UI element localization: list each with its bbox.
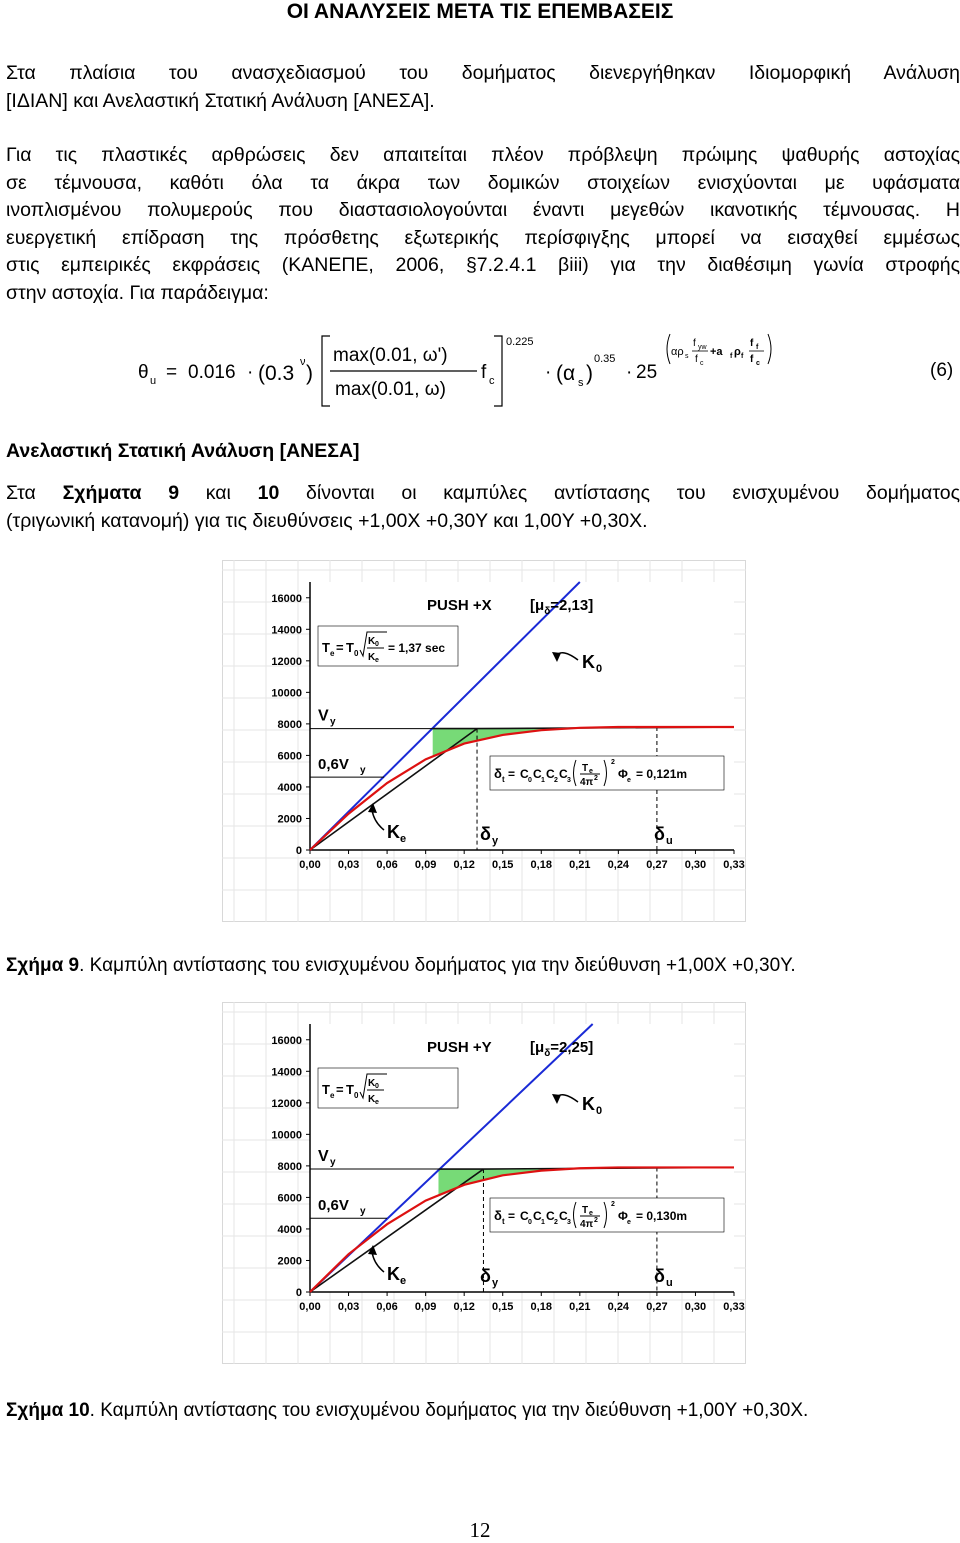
chart0-dt-eq: = <box>508 767 516 781</box>
chart0-dt-phi: Φ <box>618 767 628 781</box>
chart0-mu-label: $[\mu_\delta=2,13]$ <box>530 597 594 617</box>
chart1-y-tick-label: 10000 <box>271 1129 302 1142</box>
chart0-dt-4pi: 4π <box>580 777 594 788</box>
chart0-y-tick-label: 4000 <box>277 781 302 794</box>
chart1-x-tick-label: 0,27 <box>646 1301 668 1313</box>
eq-exp-fc: f <box>695 354 698 365</box>
eq-as-sub: s <box>578 377 584 389</box>
eq-dot-3: · <box>626 362 633 383</box>
figure-9-pushover-curve <box>222 560 746 922</box>
chart1-dt-C0: C <box>520 1209 529 1223</box>
chart0-te-Ke-sub: e <box>375 657 379 664</box>
figures-paragraph <box>6 480 960 535</box>
chart1-dt-C3: C <box>559 1209 568 1223</box>
chart0-y-tick-label: 12000 <box>271 655 302 668</box>
section-heading: Ανελαστική Στατική Ανάλυση [ΑΝΕΣΑ] <box>6 440 360 462</box>
eq-as-close: ) <box>586 362 593 385</box>
eq-exp-a-sub: s <box>685 353 689 360</box>
chart0-te-T0-sub: 0 <box>354 649 359 658</box>
eq-number: (6) <box>930 360 954 381</box>
eq-numerator: max(0.01, ω') <box>333 345 448 366</box>
figure-9-caption-text: . Καμπύλη αντίστασης του ενισχυμένου δομήματος για την διεύθυνση +1,00Χ +0,30Υ. <box>79 955 796 976</box>
page-title: ΟΙ ΑΝΑΛΥΣΕΙΣ ΜΕΤΑ ΤΙΣ ΕΠΕΜΒΑΣΕΙΣ <box>286 0 674 23</box>
eq-as-open: (α <box>556 362 576 385</box>
chart1-y-tick-label: 6000 <box>277 1192 302 1205</box>
chart0-x-tick-label: 0,03 <box>337 859 360 871</box>
eq-base-close: ) <box>306 362 313 385</box>
para3-prefix: Στα <box>6 482 63 504</box>
eq-fc-sub: c <box>489 375 495 387</box>
chart0-te-T: T <box>322 640 330 655</box>
chart0-vy06-label: 0,6V <box>318 756 349 774</box>
chart0-y-tick-label: 6000 <box>277 750 302 763</box>
chart1-du-label: δ <box>654 1266 665 1286</box>
chart1-vy06-label: 0,6V <box>318 1197 349 1215</box>
chart0-x-tick-label: 0,33 <box>723 859 745 871</box>
eq-exp-v: ν <box>300 356 306 368</box>
chart0-du-sub: u <box>666 835 673 847</box>
chart1-dt-delta: δ <box>494 1208 502 1223</box>
chart1-y-tick-label: 12000 <box>271 1097 302 1110</box>
chart1-dt-Te-sub: e <box>589 1210 593 1217</box>
para3-rest: δίνονται οι καμπύλες αντίστασης του ενισχυμένου δομήματος <box>279 482 960 504</box>
chart0-dy-label: δ <box>480 824 491 844</box>
chart0-te-K0: K <box>368 636 376 647</box>
eq-dot-2: · <box>545 362 552 383</box>
chart1-te-T: T <box>322 1082 330 1097</box>
chart0-ke-label: K <box>387 822 400 842</box>
chart1-te-T0-sub: 0 <box>354 1091 359 1100</box>
chart0-x-tick-label: 0,12 <box>453 859 475 871</box>
chart0-y-tick-label: 16000 <box>271 592 302 605</box>
chart1-y-tick-label: 4000 <box>277 1223 302 1236</box>
chart1-vy06-sub: y <box>360 1206 366 1218</box>
chart1-x-tick-label: 0,21 <box>569 1301 591 1313</box>
equation-6 <box>0 322 960 414</box>
eq-exp-ff: f <box>750 338 754 349</box>
para3-line-1 <box>6 480 960 508</box>
para3-and: και <box>179 482 258 504</box>
para2-line-3: ινοπλισμένου πολυμερούς που διαστασιολογούνται έναντι μεγεθών ικανοτικής τέμνουσας. Η <box>6 199 960 221</box>
chart0-vy06-sub: y <box>360 765 366 777</box>
para2-line-6: στην αστοχία. Για παράδειγμα: <box>6 281 269 304</box>
chart1-x-tick-label: 0,15 <box>492 1301 514 1313</box>
chart0-y-tick-label: 2000 <box>277 813 302 826</box>
eq-exp-paren-left <box>667 334 670 364</box>
figure-9-caption-label: Σχήμα 9 <box>6 955 80 976</box>
eq-exp-a: αρ <box>671 346 684 358</box>
chart0-te-Ke: K <box>368 652 376 663</box>
eq-theta: θ <box>138 362 149 383</box>
eq-exp-fyw-sub: yw <box>698 344 707 351</box>
chart0-dt-C2: C <box>546 767 555 781</box>
chart1-y-tick-label: 16000 <box>271 1034 302 1047</box>
chart1-dt-eq: = <box>508 1209 516 1223</box>
para2-line-4: ευεργετική επίδραση της πρόσθετης εξωτερικής περίσφιγξης μπορεί να εισαχθεί εμμέσως <box>6 226 960 249</box>
eq-denominator: max(0.01, ω) <box>335 379 446 400</box>
chart0-du-label: δ <box>654 824 665 844</box>
chart1-dt-t: t <box>502 1217 505 1226</box>
chart0-x-tick-label: 0,24 <box>607 859 630 871</box>
eq-exp-paren-right <box>768 334 771 364</box>
chart0-dt-Te-sub: e <box>589 768 593 775</box>
chart1-x-tick-label: 0,03 <box>337 1301 360 1313</box>
figure-10-caption-text: . Καμπύλη αντίστασης του ενισχυμένου δομήματος για την διεύθυνση +1,00Υ +0,30Χ. <box>89 1400 809 1421</box>
eq-bracket-left <box>322 336 330 406</box>
eq-bracket-right <box>494 336 502 406</box>
chart1-x-tick-label: 0,12 <box>453 1301 475 1313</box>
eq-exp-plus: +a <box>710 346 723 358</box>
figure-9-caption <box>6 955 796 977</box>
chart0-vy-sub: y <box>330 716 336 728</box>
chart1-vy-sub: y <box>330 1157 336 1169</box>
chart1-te-K0-sub: 0 <box>375 1083 379 1090</box>
chart0-y-tick-label: 14000 <box>271 624 302 637</box>
eq-exp-fc-sub: c <box>700 360 704 367</box>
chart1-x-tick-label: 0,06 <box>376 1301 398 1313</box>
para2-line-2: σε τέμνουσα, καθότι όλα τα άκρα των δομικών στοιχείων ενισχύονται με υφάσματα <box>6 171 960 194</box>
figure-10-caption-label: Σχήμα 10 <box>6 1400 90 1421</box>
chart0-ke-sub: e <box>400 833 407 845</box>
chart1-ke-label: K <box>387 1264 400 1284</box>
eq-theta-sub: u <box>150 375 157 387</box>
chart0-te-K0-sub: 0 <box>375 641 379 648</box>
chart1-dt-C1-sub: 1 <box>541 1219 545 1226</box>
eq-dot-1: · <box>247 362 254 383</box>
chart0-dy-sub: y <box>492 835 499 847</box>
chart0-x-tick-label: 0,00 <box>299 859 321 871</box>
chart0-x-tick-label: 0,15 <box>492 859 514 871</box>
chart1-dt-4pi-sq: 2 <box>594 1217 598 1224</box>
chart0-dt-4pi-sq: 2 <box>594 775 598 782</box>
chart1-dt-sq: 2 <box>611 1201 615 1208</box>
chart1-te-Ke-sub: e <box>375 1099 379 1106</box>
intro-line-1: Στα πλαίσια του ανασχεδιασμού του δομήματος διενεργήθηκαν Ιδιομορφική Ανάλυση <box>6 62 960 84</box>
chart0-x-tick-label: 0,06 <box>376 859 398 871</box>
chart1-dt-phi-sub: e <box>627 1219 631 1226</box>
intro-paragraph <box>6 60 960 115</box>
eq-fc: f <box>481 362 487 383</box>
chart0-te-T0: T <box>346 640 354 655</box>
chart1-x-tick-label: 0,24 <box>607 1301 630 1313</box>
chart1-te-T0: T <box>346 1082 354 1097</box>
chart1-x-tick-label: 0,18 <box>530 1301 552 1313</box>
chart0-dt-C1-sub: 1 <box>541 777 545 784</box>
para3-ref-fig10: 10 <box>257 482 280 504</box>
chart0-x-tick-label: 0,09 <box>414 859 437 871</box>
chart0-y-tick-label: 0 <box>295 845 302 857</box>
chart1-x-tick-label: 0,33 <box>723 1301 745 1313</box>
chart0-dt-C1: C <box>533 767 542 781</box>
chart0-y-tick-label: 10000 <box>271 687 302 700</box>
eq-exp-fc2: f <box>750 354 754 365</box>
figure-10-caption <box>6 1400 808 1422</box>
chart1-dt-Te: T <box>582 1205 589 1216</box>
eq-twentyfive: 25 <box>636 362 658 383</box>
chart0-dt-C0-sub: 0 <box>528 777 532 784</box>
chart0-dt-C3-sub: 3 <box>567 777 571 784</box>
figure-10-pushover-curve <box>222 1002 746 1364</box>
chart0-x-tick-label: 0,30 <box>684 859 707 871</box>
chart0-x-tick-label: 0,18 <box>530 859 552 871</box>
chart1-dt-C3-sub: 3 <box>567 1219 571 1226</box>
chart1-du-sub: u <box>666 1277 673 1289</box>
eq-exp-fc2-sub: c <box>756 360 760 367</box>
chart1-y-tick-label: 0 <box>295 1287 302 1299</box>
chart1-ke-sub: e <box>400 1275 407 1287</box>
chart0-dt-sq: 2 <box>611 759 615 766</box>
chart0-dt-C3: C <box>559 767 568 781</box>
eq-exp-f-sub: f <box>730 353 733 360</box>
chart1-dt-C2: C <box>546 1209 555 1223</box>
chart1-y-tick-label: 8000 <box>277 1160 302 1173</box>
chart0-chart-title: PUSH +X <box>427 597 492 614</box>
chart0-dt-phi-sub: e <box>627 777 631 784</box>
eq-base: (0.3 <box>258 362 295 385</box>
chart0-vy-label: V <box>318 707 329 725</box>
eq-exp-rho-sub: f <box>741 353 744 360</box>
chart1-k0-sub: 0 <box>596 1105 603 1117</box>
chart0-te-value: = 1,37 sec <box>388 641 446 655</box>
chart1-chart-title: PUSH +Y <box>427 1039 492 1056</box>
chart0-te-eq: = <box>336 640 344 655</box>
chart1-x-tick-label: 0,30 <box>684 1301 707 1313</box>
chart1-x-tick-label: 0,09 <box>414 1301 437 1313</box>
chart0-y-tick-label: 8000 <box>277 718 302 731</box>
plastic-hinges-paragraph <box>6 142 960 307</box>
chart1-dt-4pi: 4π <box>580 1219 594 1230</box>
chart1-dy-sub: y <box>492 1277 499 1289</box>
chart0-k0-sub: 0 <box>596 663 603 675</box>
eq-exp-ff-sub: f <box>756 344 759 351</box>
para3-ref-fig9: Σχήματα 9 <box>62 482 180 504</box>
chart0-x-tick-label: 0,27 <box>646 859 668 871</box>
chart1-dt-value: = 0,130m <box>636 1209 688 1223</box>
chart0-dt-t: t <box>502 775 505 784</box>
para3-line-2: (τριγωνική κατανομή) για τις διευθύνσεις +1,00Χ +0,30Υ και 1,00Υ +0,30Χ. <box>6 509 648 532</box>
chart1-te-eq: = <box>336 1082 344 1097</box>
eq-exp-rho: ρ <box>734 346 741 358</box>
chart0-k0-label: K <box>582 652 595 672</box>
chart1-x-tick-label: 0,00 <box>299 1301 321 1313</box>
page-number: 12 <box>469 1518 491 1542</box>
intro-line-2: [ΙΔΙΑΝ] και Ανελαστική Στατική Ανάλυση [ΑΝΕΣΑ]. <box>6 89 435 112</box>
chart0-dt-Te: T <box>582 763 589 774</box>
chart1-vy-label: V <box>318 1148 329 1166</box>
eq-equals: = <box>166 362 178 383</box>
eq-coef: 0.016 <box>188 362 236 383</box>
chart1-te-Ke: K <box>368 1094 376 1105</box>
chart0-dt-C2-sub: 2 <box>554 777 558 784</box>
chart1-mu-label: $[\mu_\delta=2,25]$ <box>530 1039 594 1059</box>
chart1-y-tick-label: 2000 <box>277 1255 302 1268</box>
eq-exp-0225: 0.225 <box>506 336 534 348</box>
chart0-dt-value: = 0,121m <box>636 767 688 781</box>
chart1-dt-C0-sub: 0 <box>528 1219 532 1226</box>
chart1-dt-C1: C <box>533 1209 542 1223</box>
chart0-dt-C0: C <box>520 767 529 781</box>
para2-line-1: Για τις πλαστικές αρθρώσεις δεν απαιτείται πλέον πρόβλεψη πρώιμης ψαθυρής αστοχίας <box>6 144 960 166</box>
chart0-te-e: e <box>330 649 335 658</box>
chart1-dt-C2-sub: 2 <box>554 1219 558 1226</box>
chart1-y-tick-label: 14000 <box>271 1066 302 1079</box>
chart1-dt-phi: Φ <box>618 1209 628 1223</box>
chart1-k0-label: K <box>582 1094 595 1114</box>
chart1-dy-label: δ <box>480 1266 491 1286</box>
chart1-te-e: e <box>330 1091 335 1100</box>
chart0-dt-delta: δ <box>494 766 502 781</box>
para2-line-5: στις εμπειρικές εκφράσεις (ΚΑΝΕΠΕ, 2006, §7.2.4.1 βiii) για την διαθέσιμη γωνία στροφής <box>6 254 960 276</box>
chart0-x-tick-label: 0,21 <box>569 859 591 871</box>
chart1-te-K0: K <box>368 1078 376 1089</box>
eq-exp-035: 0.35 <box>594 353 616 365</box>
eq-exp-fyw: f <box>693 338 696 349</box>
